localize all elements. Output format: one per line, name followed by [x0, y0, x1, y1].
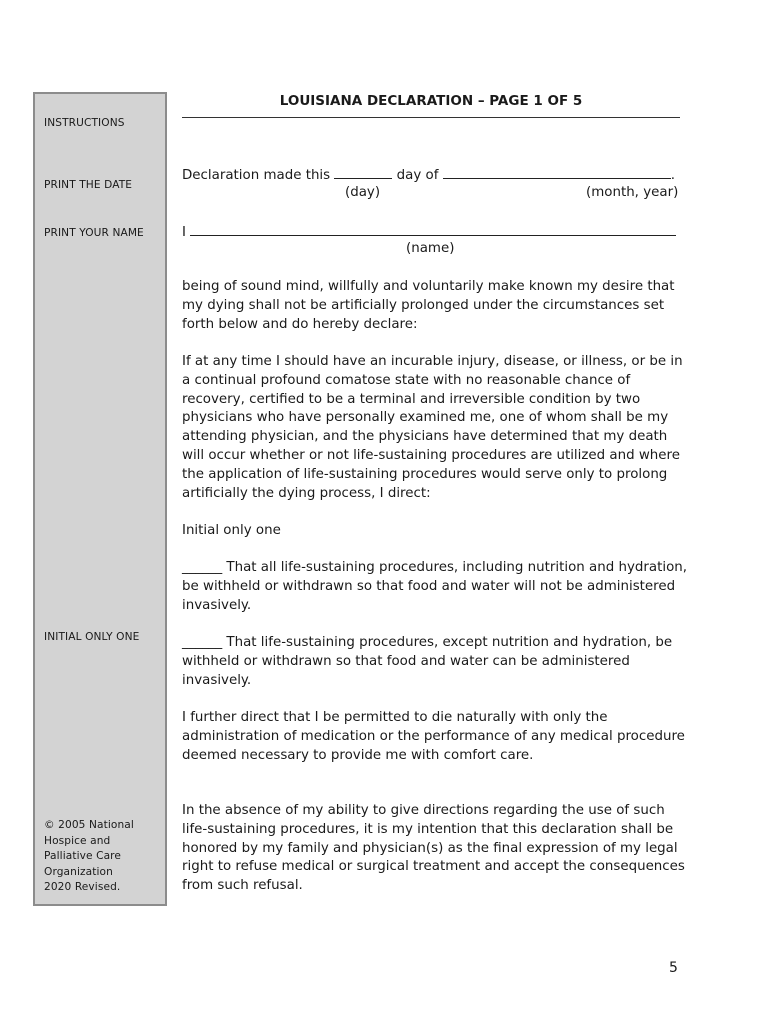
copyright-line: © 2005 National — [44, 819, 134, 831]
further-direct-paragraph: I further direct that I be permitted to die naturally with only the administration of medication or the performance of any medical procedure deemed necessary to provide me with comfort care. — [182, 710, 685, 763]
title-divider — [182, 117, 680, 118]
name-line-prefix: I — [182, 225, 186, 240]
initial-only-one-text: Initial only one — [182, 523, 281, 538]
day-caption: (day) — [345, 185, 381, 200]
sidebar-print-date-label: PRINT THE DATE — [44, 179, 133, 191]
sidebar-print-name-label: PRINT YOUR NAME — [44, 227, 144, 239]
date-line-prefix: Declaration made this — [182, 168, 331, 183]
name-line — [182, 223, 676, 240]
copyright-line: 2020 Revised. — [44, 881, 121, 893]
month-year-caption: (month, year) — [586, 185, 679, 200]
declaration-date-line — [182, 166, 675, 183]
sidebar-copyright — [44, 818, 134, 896]
sound-mind-paragraph: being of sound mind, willfully and voluntarily make known my desire that my dying shall not be artificially prolonged under the circumstances set forth below and do hereby declare: — [182, 279, 675, 332]
sidebar-initial-only-one-label: INITIAL ONLY ONE — [44, 631, 140, 643]
option-2-paragraph: ______ That life-sustaining procedures, except nutrition and hydration, be withheld or withdrawn so that food and water can be administered invasively. — [182, 635, 673, 688]
copyright-line: Hospice and — [44, 834, 111, 847]
sidebar-instructions-label: INSTRUCTIONS — [44, 117, 125, 129]
copyright-line: Organization — [44, 865, 113, 878]
page-number: 5 — [669, 960, 678, 976]
day-blank-field[interactable] — [334, 166, 392, 179]
absence-paragraph: In the absence of my ability to give directions regarding the use of such life-sustaining procedures, it is my intention that this declaration shall be honored by my family and physician(s) as the final expression of my legal right to refuse medical or surgical treatment and accept the consequences from such refusal. — [182, 803, 685, 894]
date-line-suffix: . — [670, 168, 675, 183]
month-year-blank-field[interactable] — [443, 166, 671, 179]
option-1-paragraph: ______ That all life-sustaining procedures, including nutrition and hydration, be withheld or withdrawn so that food and water will not be administered invasively. — [182, 560, 688, 613]
name-blank-field[interactable] — [190, 223, 676, 236]
copyright-line: Palliative Care — [44, 850, 122, 862]
name-caption: (name) — [406, 241, 455, 256]
instructions-sidebar — [33, 92, 167, 906]
date-line-middle: day of — [396, 168, 439, 183]
conditions-paragraph: If at any time I should have an incurable injury, disease, or illness, or be in a continual profound comatose state with no reasonable chance of recovery, certified to be a terminal and irreversible condition by two physicians who have personally examined me, one of whom shall be my attending physician, and the physicians have determined that my death will occur whether or not life-sustaining procedures are utilized and where the application of life-sustaining procedures would serve only to prolong artificially the dying process, I direct: — [182, 354, 683, 501]
page-title: LOUISIANA DECLARATION – PAGE 1 OF 5 — [279, 93, 583, 109]
